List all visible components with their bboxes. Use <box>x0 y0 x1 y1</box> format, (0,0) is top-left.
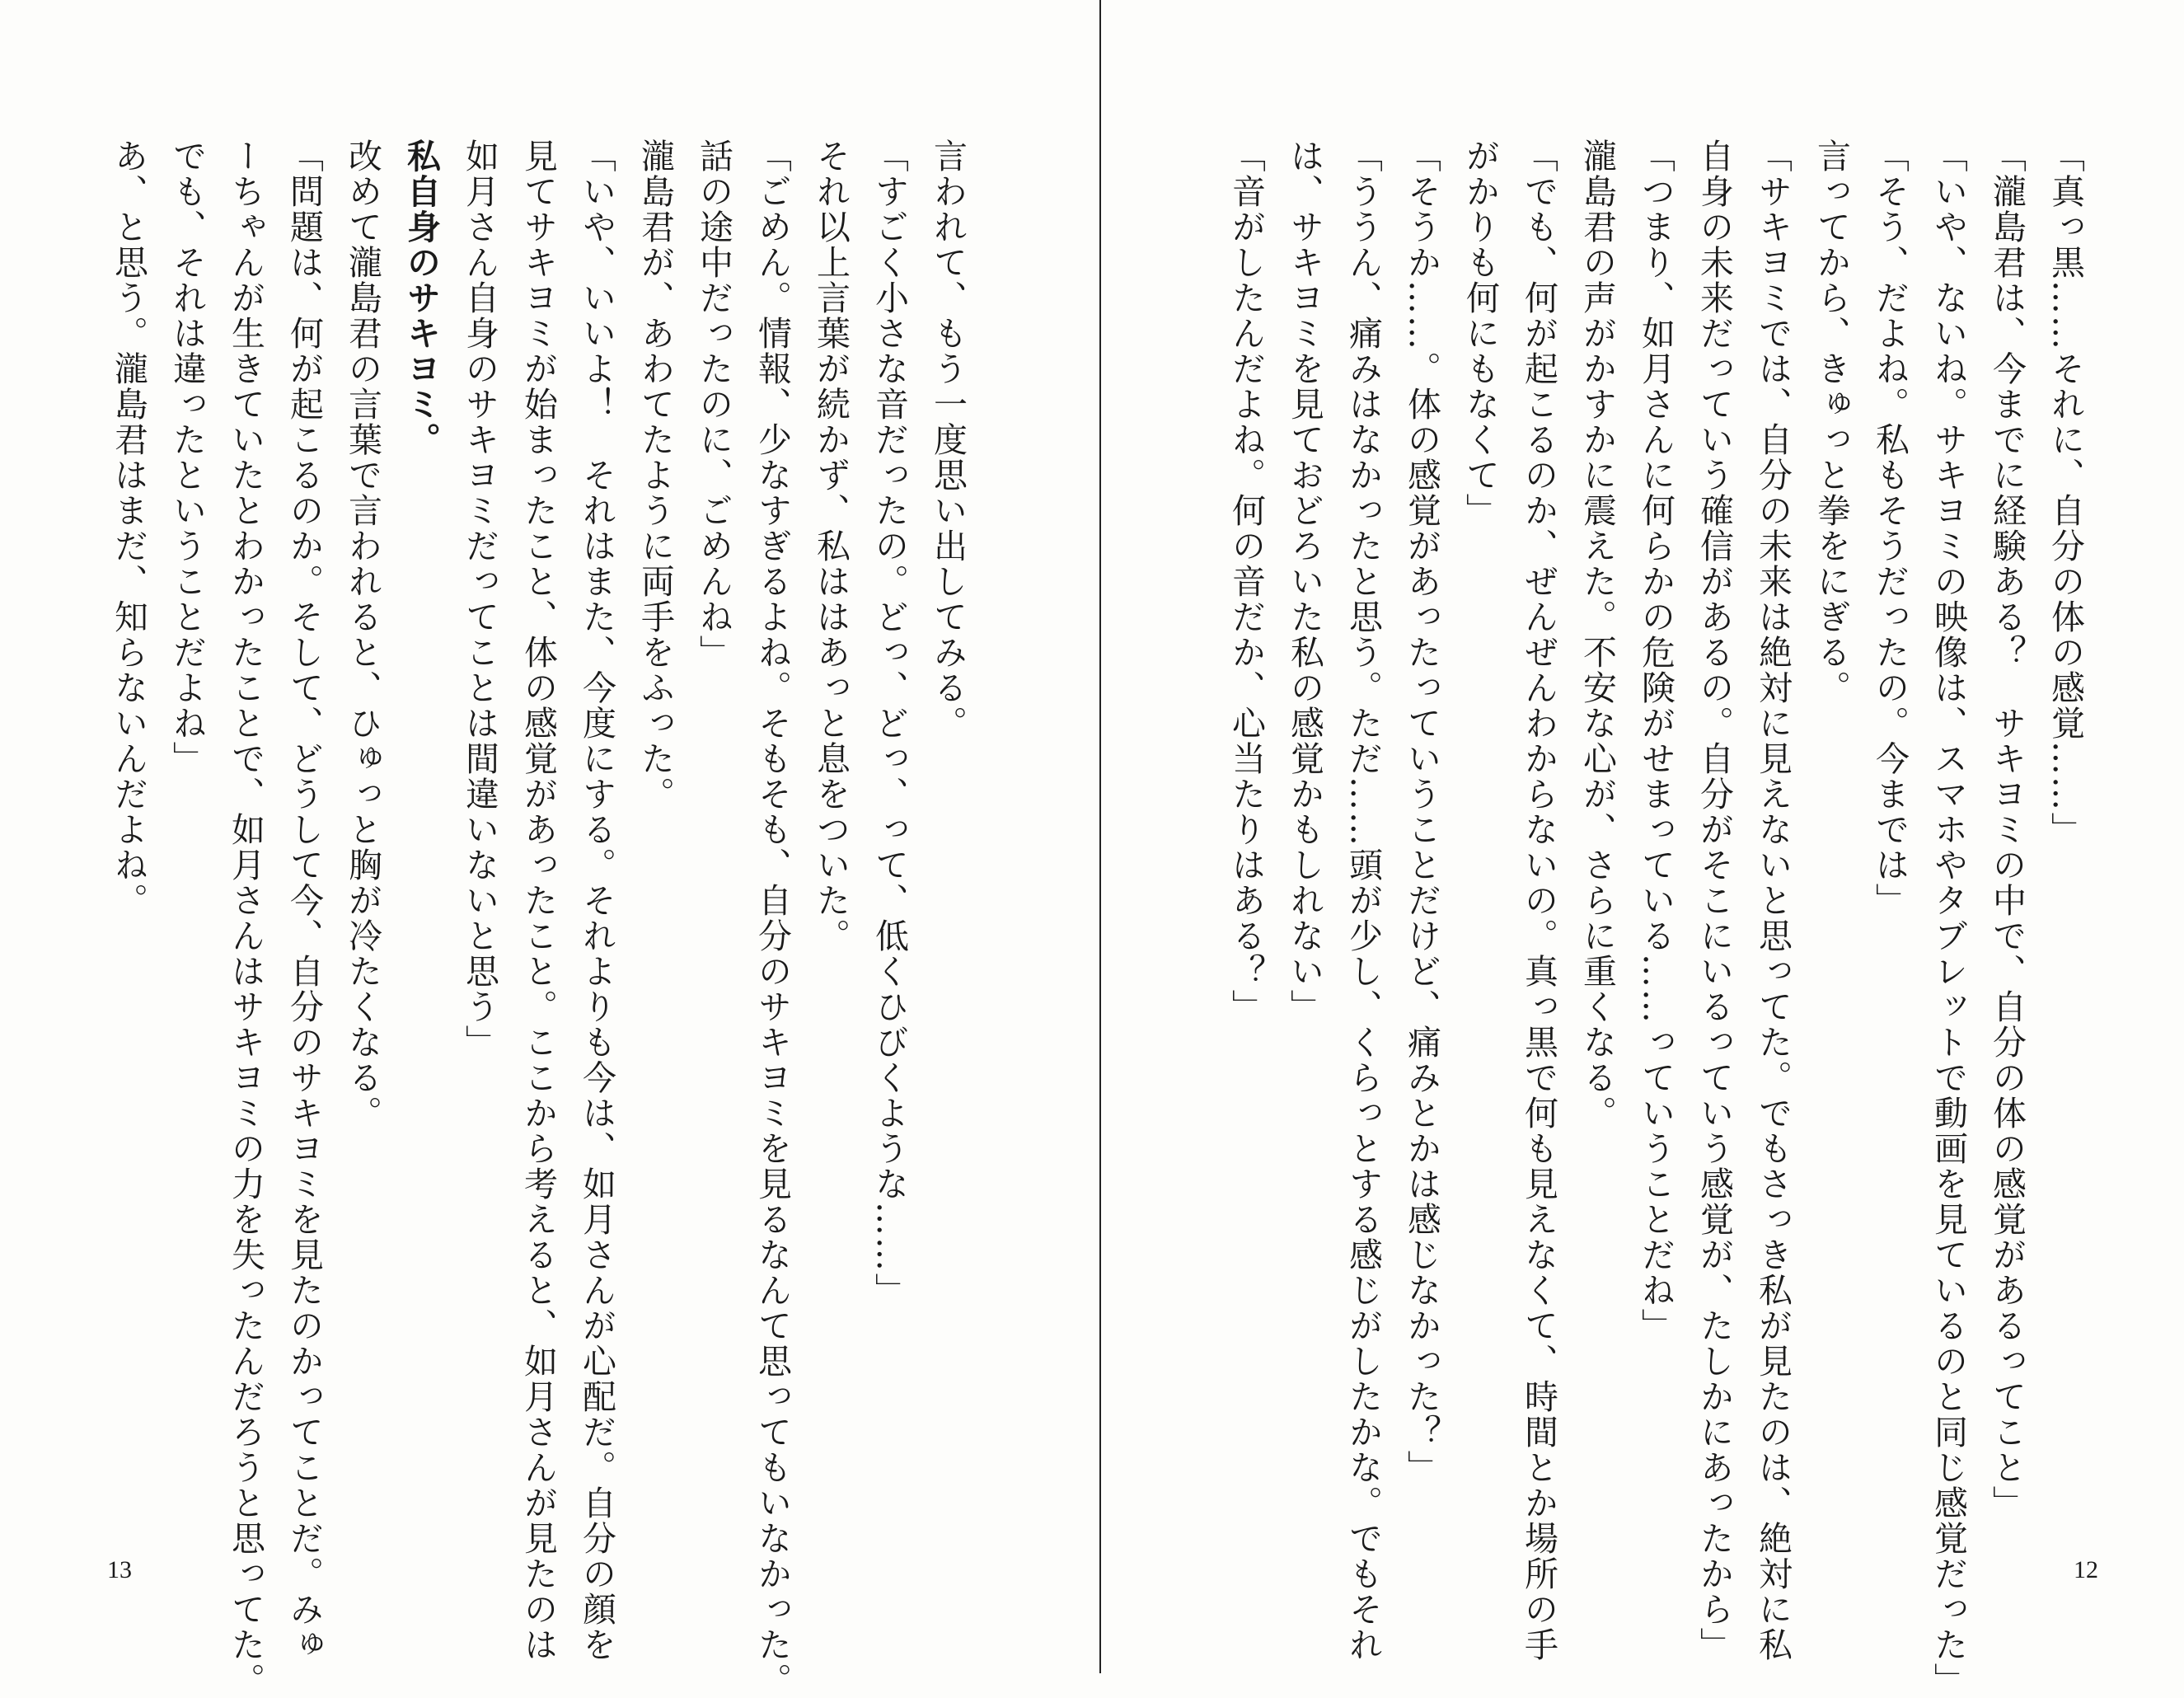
text-line: 言ってから、きゅっと拳をにぎる。 <box>1811 138 1851 706</box>
text-line: ーちゃんが生きていたとわかったことで、如月さんはサキヨミの力を失ったんだろうと思ってた。 <box>226 138 265 1698</box>
text-line: 「つまり、如月さんに何らかの危険がせまっている……っていうことだね」 <box>1636 138 1675 1344</box>
text-line: でも、それは違ったということだよね」 <box>167 138 207 776</box>
text-line: 「そうか……。体の感覚があったっていうことだけど、痛みとかは感じなかった？」 <box>1402 138 1441 1485</box>
text-line: 「真っ黒……それに、自分の体の感覚……」 <box>2046 138 2085 847</box>
right-page <box>1101 0 2184 1698</box>
text-line: 「すごく小さな音だったの。どっ、どっ、って、低くひびくような……」 <box>869 138 909 1308</box>
text-line: 「サキヨミでは、自分の未来は絶対に見えないと思ってた。でもさっき私が見たのは、絶対に私 <box>1753 138 1793 1663</box>
text-line: 改めて瀧島君の言葉で言われると、ひゅっと胸が冷たくなる。 <box>343 138 382 1131</box>
page-number: 12 <box>2074 1556 2098 1583</box>
text-line: 如月さん自身のサキヨミだってことは間違いないと思う」 <box>460 138 499 1060</box>
text-line: 「瀧島君は、今までに経験ある？ サキヨミの中で、自分の体の感覚があるってこと」 <box>1987 138 2027 1521</box>
text-line: 見てサキヨミが始まったこと、体の感覚があったこと。ここから考えると、如月さんが見たのは <box>518 138 558 1663</box>
text-line: 話の途中だったのに、ごめんね」 <box>694 138 733 670</box>
text-line: 「そう、だよね。私もそうだったの。今までは」 <box>1870 138 1910 918</box>
text-line: あ、と思う。瀧島君はまだ、知らないんだよね。 <box>109 138 148 918</box>
text-line: は、サキヨミを見ておどろいた私の感覚かもしれない」 <box>1285 138 1324 1025</box>
page-number: 13 <box>107 1556 132 1583</box>
emphasized-line: 私自身のサキヨミ。 <box>401 138 441 457</box>
text-line: 瀧島君の声がかすかに震えた。不安な心が、さらに重くなる。 <box>1577 138 1617 1131</box>
text-line: 「いや、いいよ！ それはまた、今度にする。それよりも今は、如月さんが心配だ。自分の顔を <box>577 138 616 1663</box>
text-line: 「問題は、何が起こるのか。そして、どうして今、自分のサキヨミを見たのかってことだ。みゅ <box>284 138 324 1663</box>
text-line: それ以上言葉が続かず、私ははあっと息をついた。 <box>811 138 851 954</box>
text-line: 言われて、もう一度思い出してみる。 <box>928 138 968 741</box>
text-line: 瀧島君が、あわてたように両手をふった。 <box>635 138 675 812</box>
text-line: 「でも、何が起こるのか、ぜんぜんわからないの。真っ黒で何も見えなくて、時間とか場所の手 <box>1519 138 1558 1663</box>
text-line: 自身の未来だっていう確信があるの。自分がそこにいるっていう感覚が、たしかにあったから」 <box>1694 138 1734 1663</box>
text-line: 「いや、ないね。サキヨミの映像は、スマホやタブレットで動画を見ているのと同じ感覚だった」 <box>1929 138 1968 1698</box>
text-line: がかりも何にもなくて」 <box>1460 138 1500 528</box>
text-line: 「音がしたんだよね。何の音だか、心当たりはある？」 <box>1226 138 1266 1025</box>
text-line: 「ごめん。情報、少なすぎるよね。そもそも、自分のサキヨミを見るなんて思ってもいなかった。 <box>752 138 792 1698</box>
text-line: 「ううん、痛みはなかったと思う。ただ……頭が少し、くらっとする感じがしたかな。でもそれ <box>1343 138 1383 1663</box>
